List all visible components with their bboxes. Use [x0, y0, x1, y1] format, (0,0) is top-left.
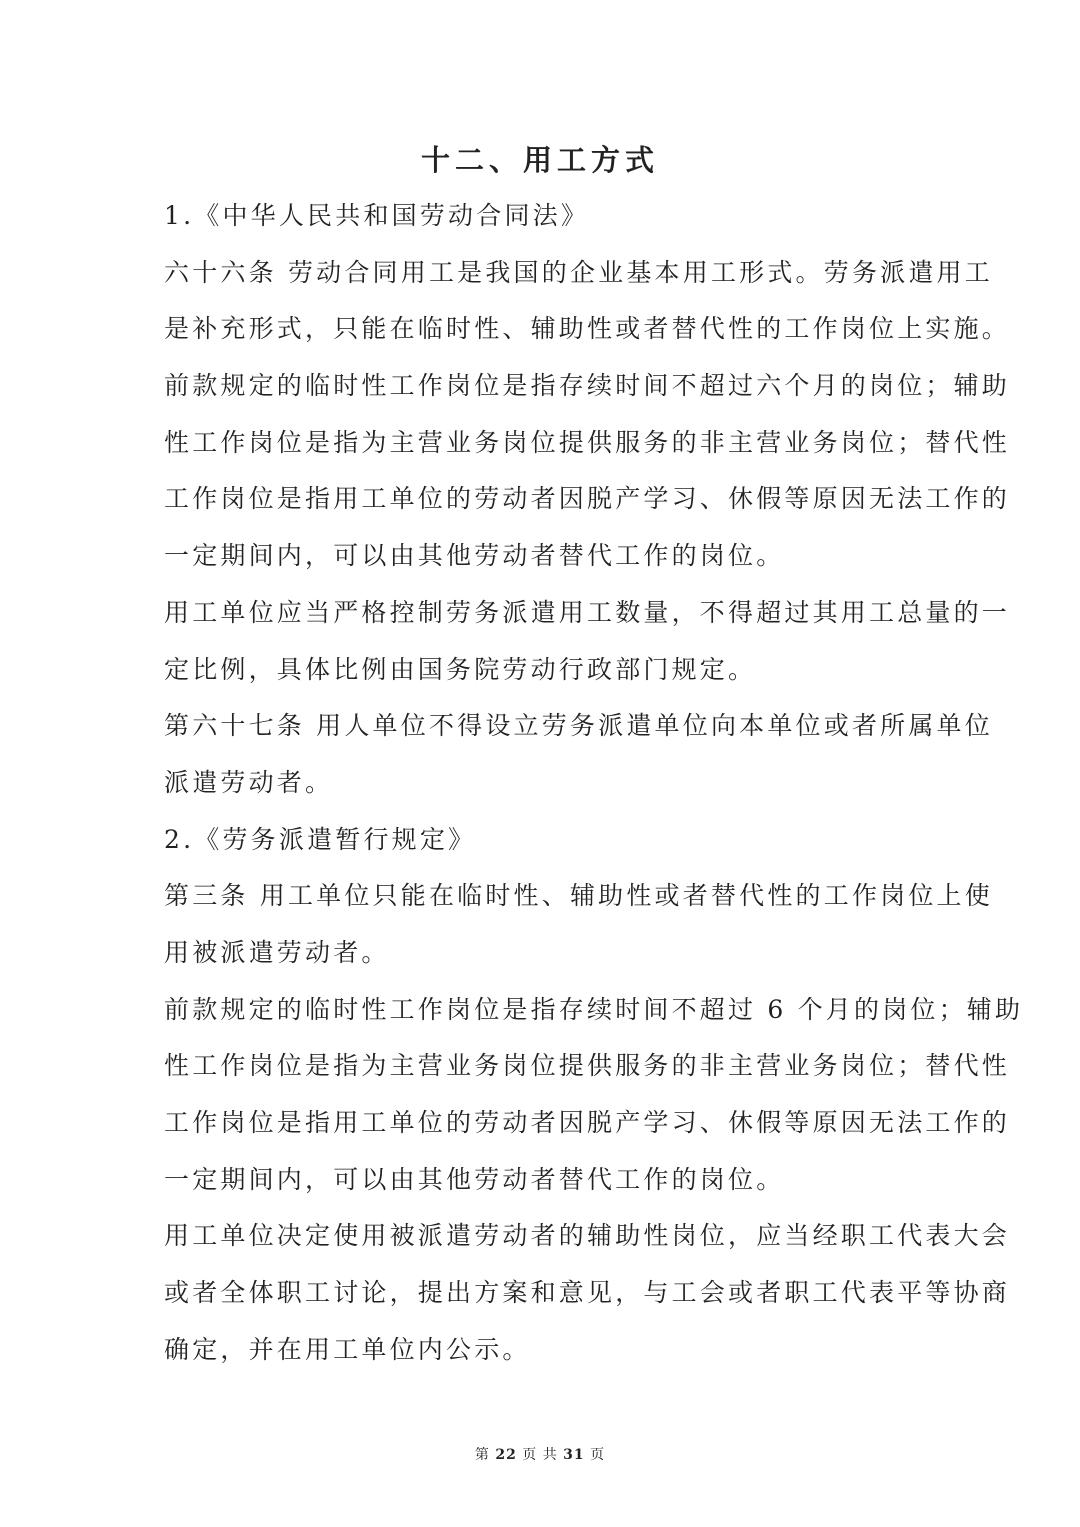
heading-labor-contract-law: 1.《中华人民共和国劳动合同法》: [164, 201, 590, 230]
paragraph-line: 一定期间内，可以由其他劳动者替代工作的岗位。: [164, 1164, 785, 1194]
paragraph-line: 一定期间内，可以由其他劳动者替代工作的岗位。: [164, 541, 785, 571]
total-pages-number: 31: [563, 1447, 585, 1463]
paragraph-line: 用被派遣劳动者。: [164, 937, 390, 967]
paragraph-line: 性工作岗位是指为主营业务岗位提供服务的非主营业务岗位；替代性: [164, 1051, 1011, 1081]
current-page-number: 22: [495, 1447, 517, 1463]
paragraph-line: 或者全体职工讨论，提出方案和意见，与工会或者职工代表平等协商: [164, 1278, 1011, 1308]
paragraph-line: 前款规定的临时性工作岗位是指存续时间不超过 6 个月的岗位；辅助: [164, 994, 1024, 1024]
paragraph-line: 是补充形式，只能在临时性、辅助性或者替代性的工作岗位上实施。: [164, 314, 1011, 344]
paragraph-line: 六十六条 劳动合同用工是我国的企业基本用工形式。劳务派遣用工: [164, 257, 993, 287]
document-body: [164, 188, 1024, 1378]
paragraph-line: 前款规定的临时性工作岗位是指存续时间不超过六个月的岗位；辅助: [164, 371, 1011, 401]
paragraph-line: 第六十七条 用人单位不得设立劳务派遣单位向本单位或者所属单位: [164, 711, 993, 741]
paragraph-line: 派遣劳动者。: [164, 767, 334, 797]
paragraph-line: 第三条 用工单位只能在临时性、辅助性或者替代性的工作岗位上使: [164, 881, 993, 911]
paragraph-line: 用工单位决定使用被派遣劳动者的辅助性岗位，应当经职工代表大会: [164, 1221, 1011, 1251]
heading-dispatch-regulations: 2.《劳务派遣暂行规定》: [164, 824, 477, 854]
paragraph-line: 定比例，具体比例由国务院劳动行政部门规定。: [164, 654, 757, 684]
paragraph-line: 确定，并在用工单位内公示。: [164, 1334, 531, 1364]
paragraph-line: 用工单位应当严格控制劳务派遣用工数量，不得超过其用工总量的一: [164, 597, 1011, 627]
footer-prefix: 第: [474, 1447, 490, 1463]
paragraph-line: 性工作岗位是指为主营业务岗位提供服务的非主营业务岗位；替代性: [164, 427, 1011, 457]
paragraph-line: 工作岗位是指用工单位的劳动者因脱产学习、休假等原因无法工作的: [164, 1108, 1011, 1137]
section-title: 十二、用工方式: [420, 143, 659, 177]
footer-suffix: 页: [590, 1447, 606, 1463]
footer-middle: 页 共: [522, 1447, 558, 1463]
page-footer: [0, 1445, 1080, 1465]
paragraph-line: 工作岗位是指用工单位的劳动者因脱产学习、休假等原因无法工作的: [164, 484, 1011, 514]
